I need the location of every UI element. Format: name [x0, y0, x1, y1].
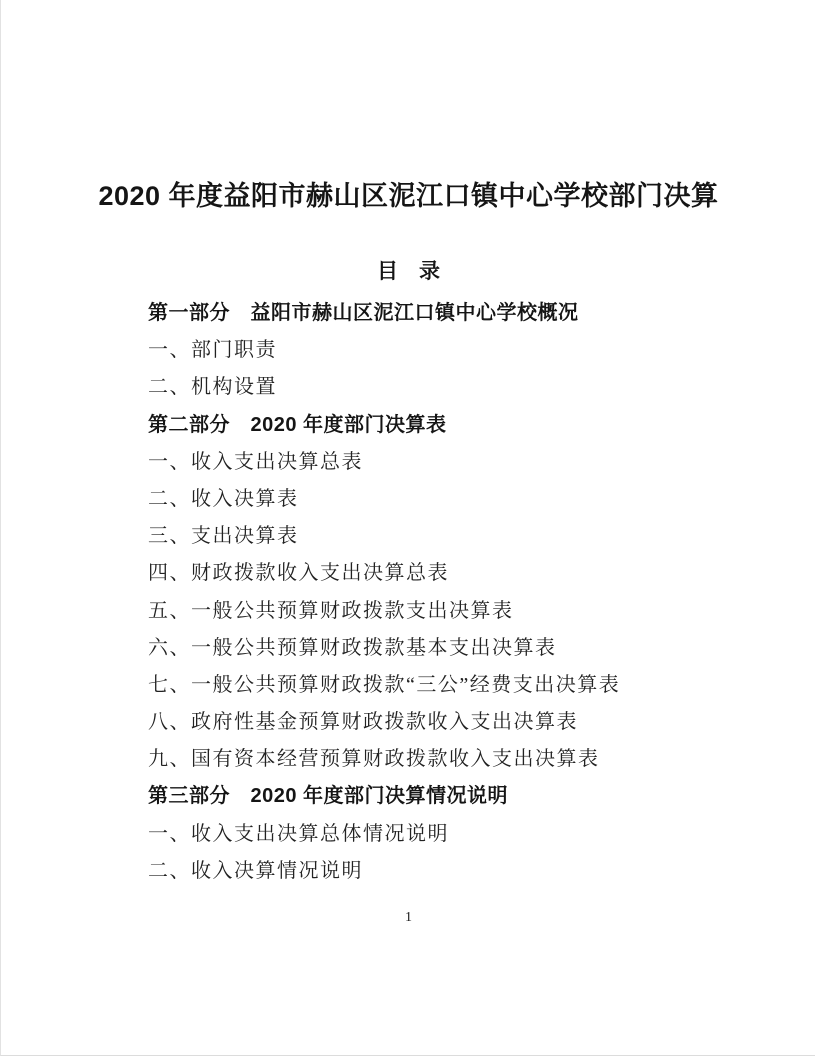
- document-title: 2020 年度益阳市赫山区泥江口镇中心学校部门决算: [98, 181, 719, 211]
- toc-entry: 六、一般公共预算财政拨款基本支出决算表: [148, 636, 557, 659]
- toc-heading: 目 录: [377, 260, 440, 283]
- toc-entry: 二、机构设置: [148, 376, 277, 399]
- toc-entry: 七、一般公共预算财政拨款“三公”经费支出决算表: [148, 673, 621, 696]
- toc-entry: 四、财政拨款收入支出决算总表: [148, 562, 449, 585]
- toc-entry: 九、国有资本经营预算财政拨款收入支出决算表: [148, 748, 600, 771]
- toc-entry: 二、收入决算情况说明: [148, 859, 363, 882]
- toc-entry: 八、政府性基金预算财政拨款收入支出决算表: [148, 711, 578, 734]
- toc-entry: 一、收入支出决算总表: [148, 450, 363, 473]
- toc-entry-part2: 第二部分 2020 年度部门决算表: [148, 413, 447, 436]
- toc-entry: 三、支出决算表: [148, 525, 299, 548]
- toc-list: [148, 295, 786, 890]
- toc-entry-part1: 第一部分 益阳市赫山区泥江口镇中心学校概况: [148, 302, 579, 324]
- toc-entry-part3: 第三部分 2020 年度部门决算情况说明: [148, 785, 509, 808]
- toc-entry: 二、收入决算表: [148, 487, 299, 510]
- toc-entry: 一、部门职责: [148, 339, 277, 362]
- page-number: 1: [405, 910, 412, 925]
- toc-entry: 五、一般公共预算财政拨款支出决算表: [148, 599, 514, 622]
- toc-entry: 一、收入支出决算总体情况说明: [148, 822, 449, 845]
